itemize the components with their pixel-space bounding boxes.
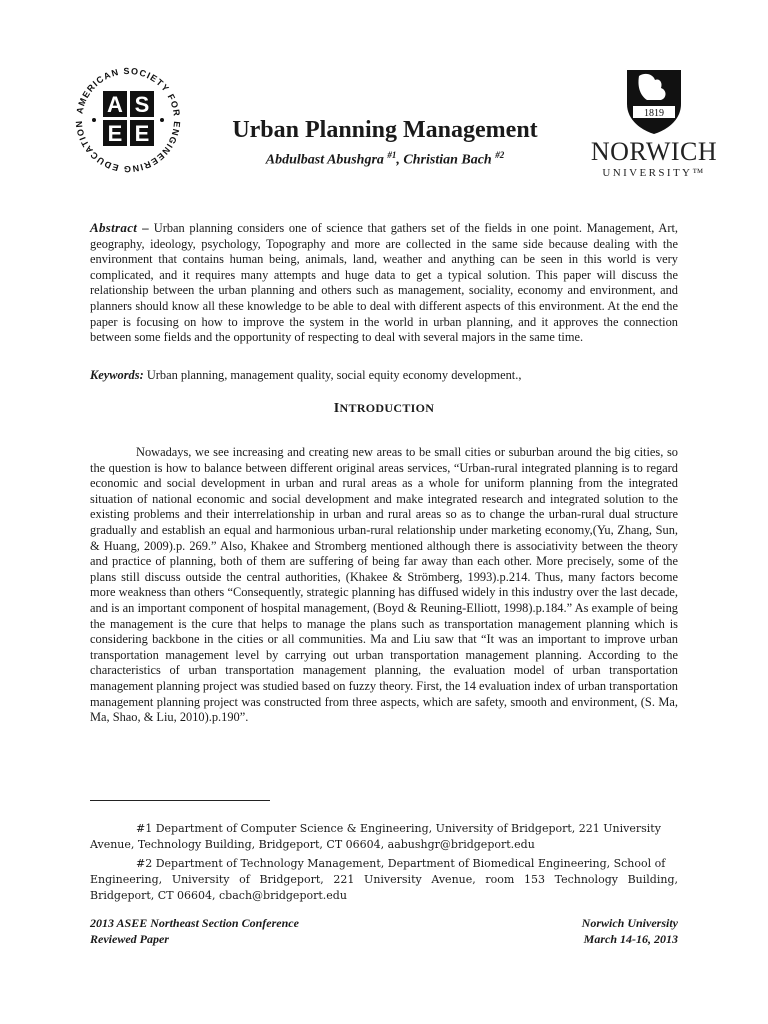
footnote-1-rest: Avenue, Technology Building, Bridgeport, CT 06604, aabushgr@bridgeport.edu xyxy=(90,837,535,851)
svg-text:S: S xyxy=(134,92,150,117)
author-1: Abdulbast Abushgra xyxy=(265,152,384,168)
heading-initial: I xyxy=(333,401,340,416)
footnote-2-rest: Engineering, University of Bridgeport, 221 University Avenue, room 153 Technology Building, Bridgeport, CT 06604, cbach@bridgeport.edu xyxy=(90,872,678,902)
footnote-1 xyxy=(90,821,678,853)
authors-line xyxy=(200,150,570,169)
svg-text:E: E xyxy=(134,121,150,146)
footer-review-status: Reviewed Paper xyxy=(90,931,169,946)
footer-venue-name: Norwich University xyxy=(581,916,678,930)
introduction-heading xyxy=(90,401,678,417)
abstract-label: Abstract – xyxy=(90,220,150,235)
abstract-text: Urban planning considers one of science that gathers set of the fields in one point. Management, Art, geography, ideology, psychology, Topography and more are collected in the same side because dealing with the environment that contains human being, animals, land, weather and anything can be seen in this world is very complicated, and it requires many attempts and huge data to get a typical solution. This paper will discuss the relationship between the urban planning and others such as management, sociality, economy and environment, and planners should know all these knowledge to be able to deal with different aspects of this environment. At the end the paper is focusing on how to improve the system in the world in urban planning, and it approves the connection between some fields and the opportunity of respecting to deal with several majors in the same time. xyxy=(90,221,678,345)
norwich-shield-icon xyxy=(623,66,685,136)
heading-rest: NTRODUCTION xyxy=(339,401,435,415)
paper-title: Urban Planning Management xyxy=(232,117,538,143)
svg-text:1819: 1819 xyxy=(644,108,664,119)
footnote-2 xyxy=(90,856,678,903)
keywords-text: Urban planning, management quality, social equity economy development., xyxy=(146,368,522,382)
svg-text:E: E xyxy=(107,121,123,146)
abstract xyxy=(90,220,678,346)
keywords-label: Keywords: xyxy=(90,368,144,382)
svg-text:AMERICAN SOCIETY FOR ENGINEERI: AMERICAN SOCIETY FOR ENGINEERING EDUCATION xyxy=(73,65,183,175)
author-1-affiliation: #1 xyxy=(387,150,397,160)
footnote-divider xyxy=(90,800,270,801)
footer-dates: March 14-16, 2013 xyxy=(583,931,678,946)
footer-conference xyxy=(90,916,390,947)
norwich-name: NORWICH xyxy=(590,137,718,166)
footnote-1-line1: #1 Department of Computer Science & Engineering, University of Bridgeport, 221 University xyxy=(136,822,661,835)
asee-logo xyxy=(72,64,184,176)
author-2: Christian Bach xyxy=(403,152,492,168)
svg-text:A: A xyxy=(107,92,123,117)
footnote-2-line1: #2 Department of Technology Management, Department of Biomedical Engineering, School of xyxy=(136,857,666,870)
author-separator: , xyxy=(396,152,404,168)
introduction-body: Nowadays, we see increasing and creating new areas to be small cities or suburban around the big cities, so the question is how to balance between different original areas services, “Urban-rural integrated planning is to regard economic and social development in urban and rural areas as a whole for uniform planning from the integrated situation of national economic and social development and make integrated research and integrated solution to the existing problems and their interrelationship in urban and rural areas so as to change the urban-rural dual structure gradually and establish an equal and harmonious urban-rural relationship under marketing economy,(Yu, Zhang, Sun, & Huang, 2009).p. 269.” Also, Khakee and Stromberg mentioned although there is associativity between the theory and practice of planning, both of them are suffering of being far away than each other. More precisely, some of the plans still discuss outside the central authorities, (Khakee & Strömberg, 1993).p.214. Thus, many factors become more weakness than others “Consequently, strategic planning has diffused widely in this industry over the last decade, and is an important component of hospital management, (Boyd & Reuning-Elliott, 1998).p.184.” As example of being the management is the cure that helps to manage the plans such as transportation management planning which is considering backbone in the cities or all communities. Ma and Liu saw that “It was an important to improve urban transportation management level by carrying out urban transportation management planning. According to the characteristics of urban transportation management planning, the evaluation model of urban transportation management planning project was studied based on fuzzy theory. First, the 14 evaluation index of urban transportation management planning project was constructed from three aspects, which are safety, smooth and environment, (S. Ma, Ma, Shao, & Liu, 2010).p.190”. xyxy=(90,445,678,725)
norwich-university-logo xyxy=(588,66,720,186)
footer-venue xyxy=(478,916,678,947)
footer-conference-name: 2013 ASEE Northeast Section Conference xyxy=(90,916,299,930)
keywords xyxy=(90,368,678,383)
author-2-affiliation: #2 xyxy=(495,150,505,160)
norwich-university-label: UNIVERSITY™ xyxy=(602,167,706,179)
